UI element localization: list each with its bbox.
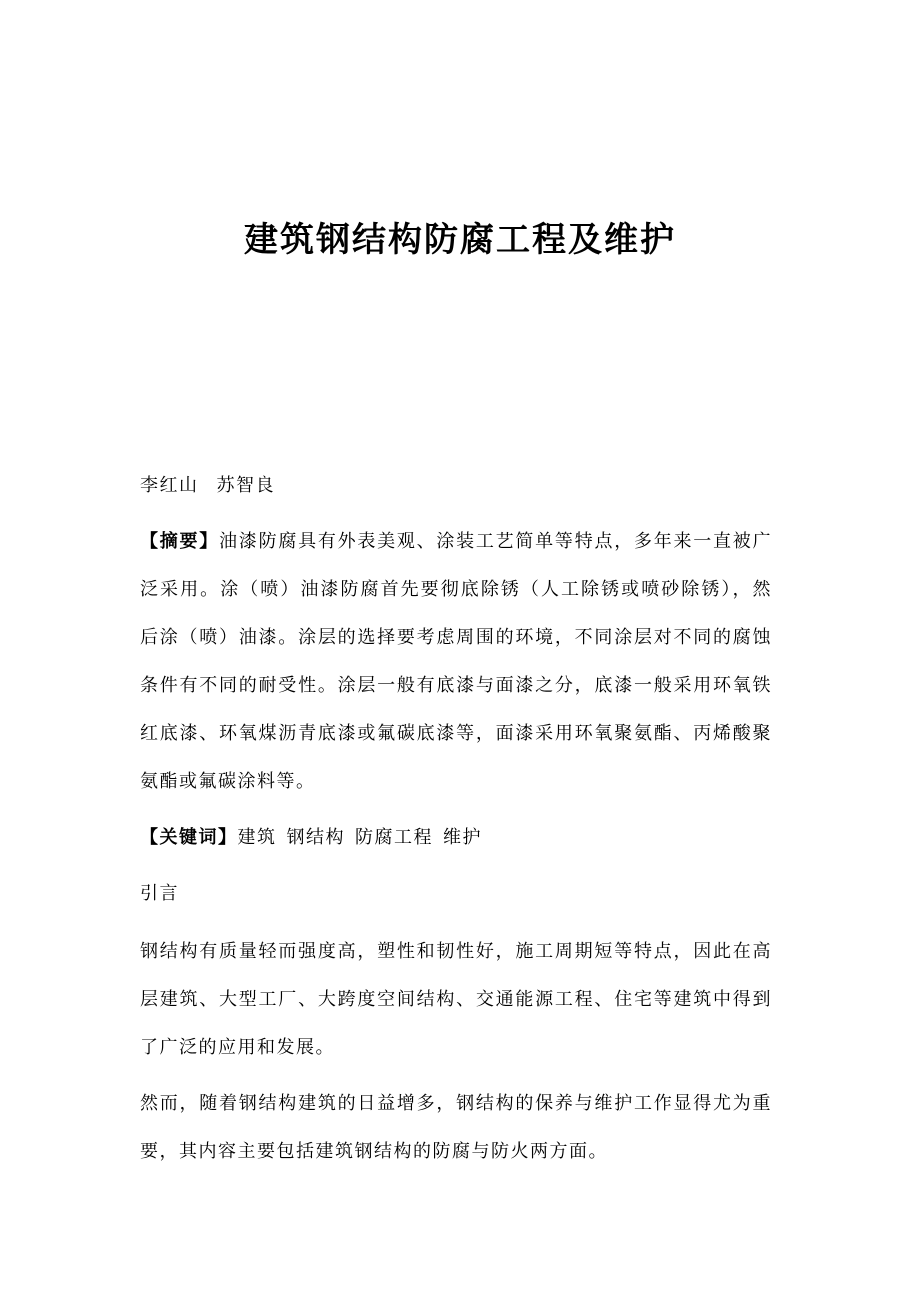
body-paragraph: 钢结构有质量轻而强度高，塑性和韧性好，施工周期短等特点，因此在高层建筑、大型工厂、大跨度空间结构、交通能源工程、住宅等建筑中得到了广泛的应用和发展。	[140, 941, 772, 1058]
author-name: 李红山	[140, 475, 199, 496]
keyword: 防腐工程	[355, 827, 433, 848]
author-line	[140, 462, 772, 510]
keywords-label: 【关键词】	[140, 827, 238, 848]
keyword: 建筑	[237, 827, 277, 848]
intro-heading: 引言	[140, 883, 179, 904]
document-body	[140, 462, 772, 1184]
author-name: 苏智良	[216, 475, 275, 496]
abstract-paragraph	[140, 518, 772, 806]
keywords-line	[140, 814, 772, 862]
abstract-text: 油漆防腐具有外表美观、涂装工艺简单等特点，多年来一直被广泛采用。涂（喷）油漆防腐首先要彻底除锈（人工除锈或喷砂除锈），然后涂（喷）油漆。涂层的选择要考虑周围的环境，不同涂层对不同的腐蚀条件有不同的耐受性。涂层一般有底漆与面漆之分，底漆一般采用环氧铁红底漆、环氧煤沥青底漆或氟碳底漆等，面漆采用环氧聚氨酯、丙烯酸聚氨酯或氟碳涂料等。	[140, 531, 773, 792]
keyword: 钢结构	[286, 827, 345, 848]
keyword: 维护	[443, 827, 482, 848]
document-title: 建筑钢结构防腐工程及维护	[244, 220, 676, 260]
abstract-label: 【摘要】	[140, 531, 220, 552]
body-paragraph: 然而，随着钢结构建筑的日益增多，钢结构的保养与维护工作显得尤为重要，其内容主要包括建筑钢结构的防腐与防火两方面。	[140, 1093, 772, 1162]
